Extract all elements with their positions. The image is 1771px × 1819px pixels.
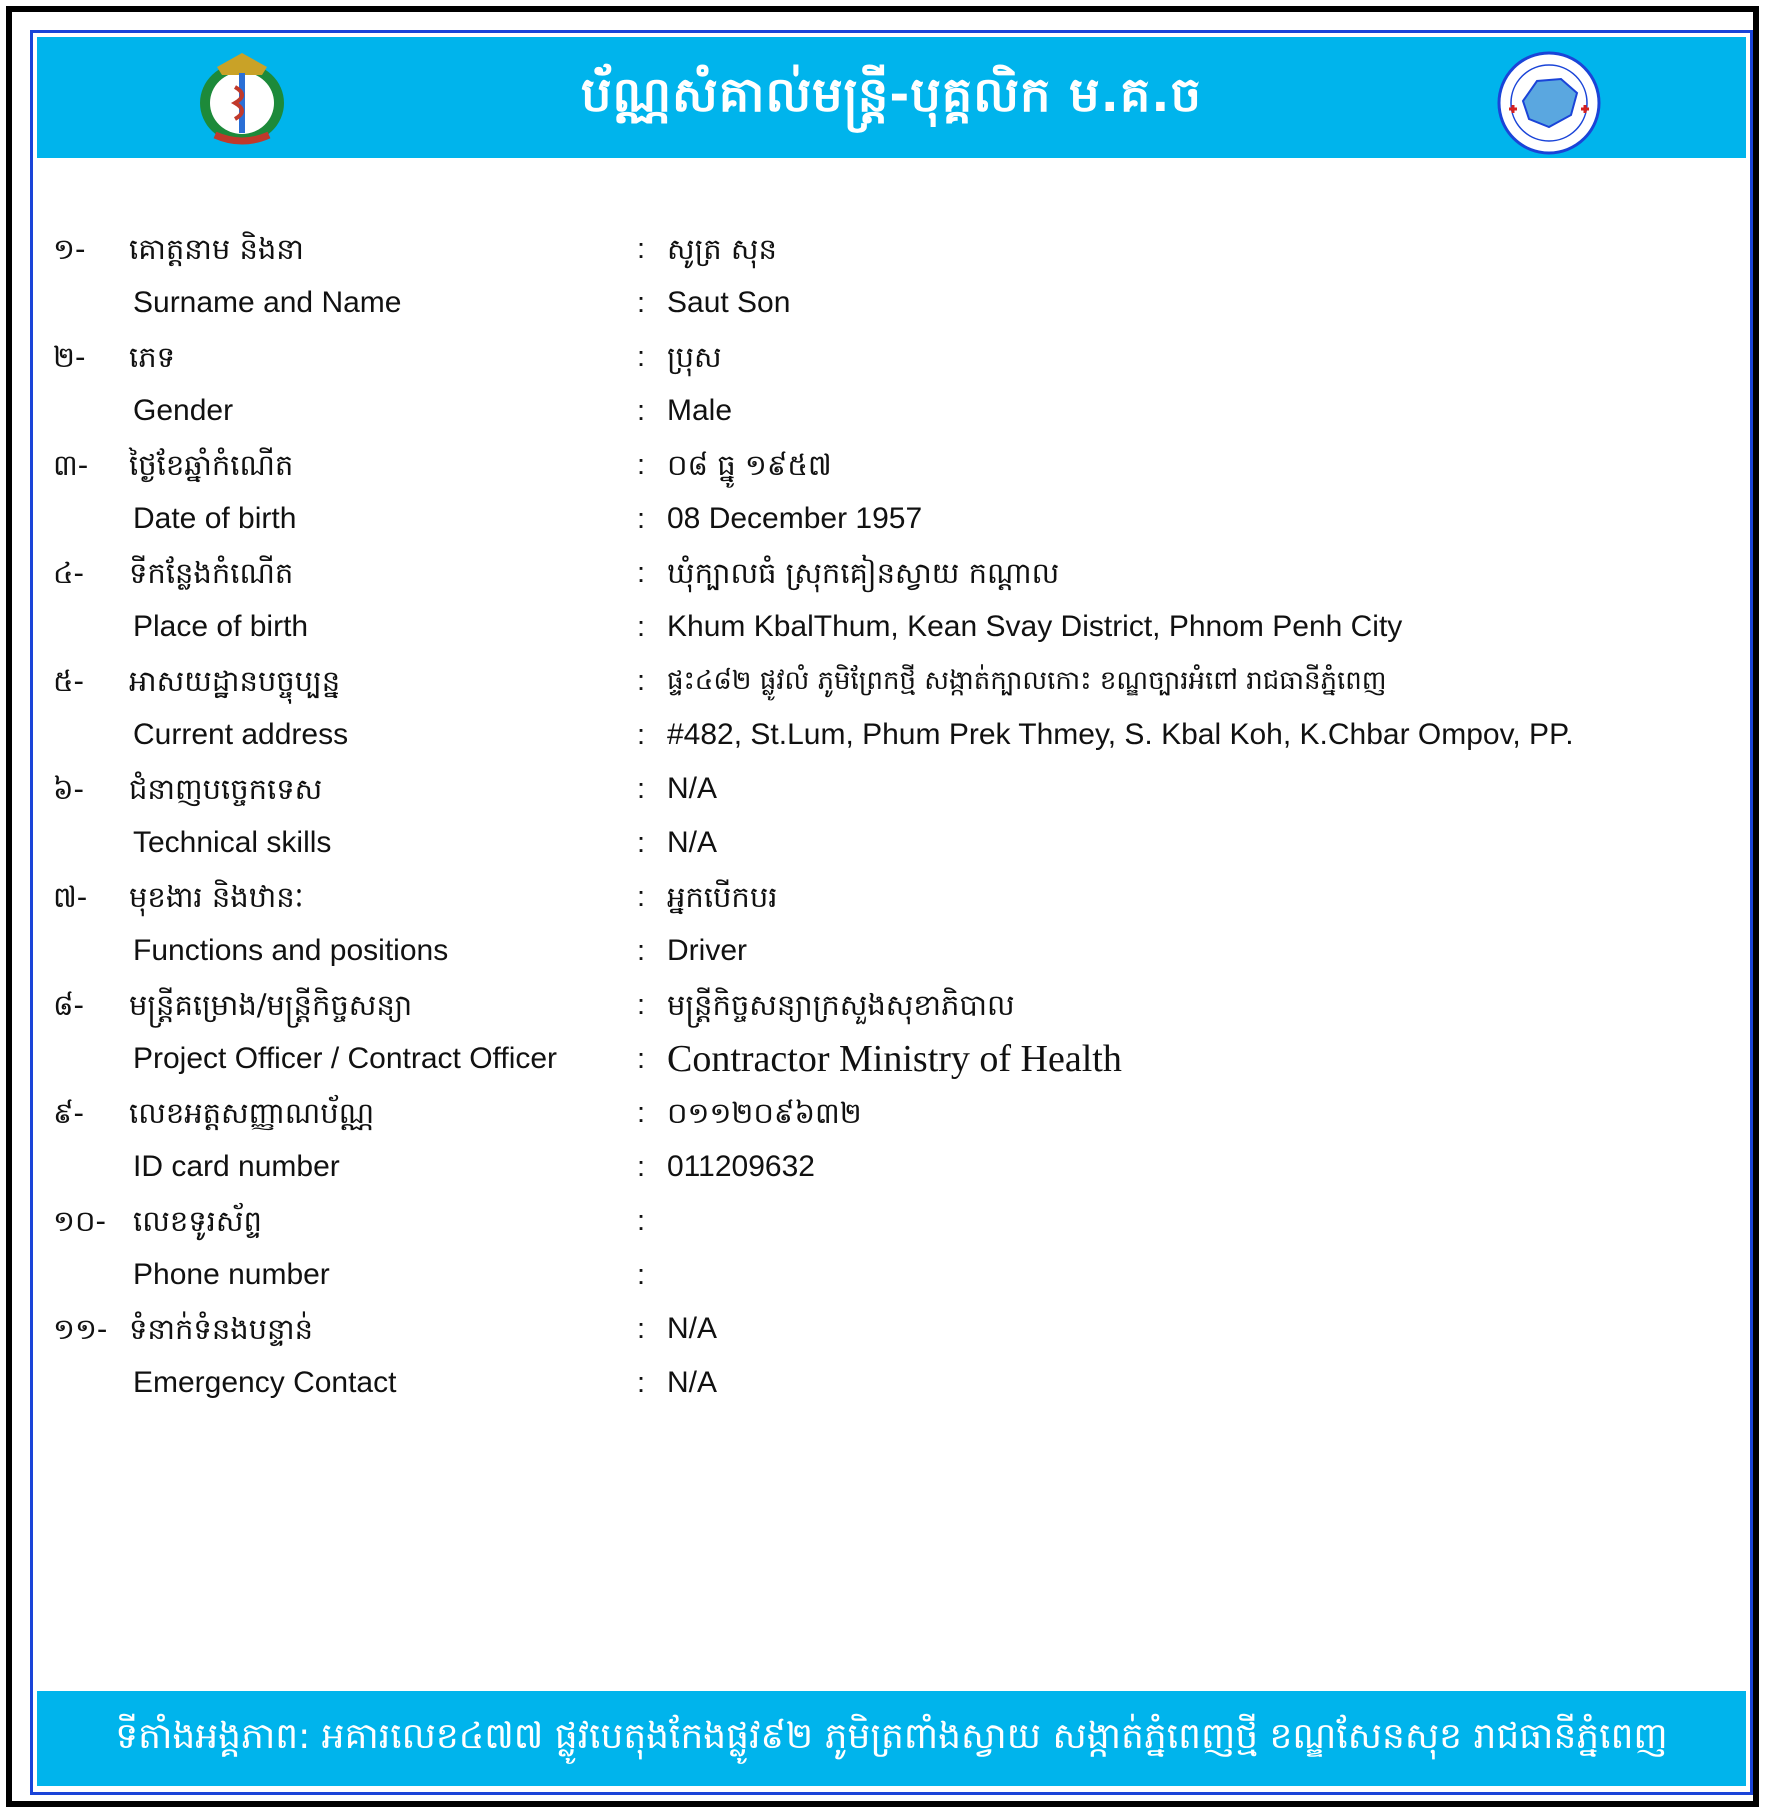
field-value: ០៨ ធ្នូ ១៩៥៧ [667,448,832,482]
field-colon: : [637,1205,646,1237]
field-value: ឃុំក្បាលធំ ស្រុកគៀនស្វាយ កណ្តាល [667,556,1060,590]
field-label: Phone number [133,1258,330,1291]
field-value: N/A [667,1366,718,1399]
field-value: Saut Son [667,286,791,319]
row-function-en [33,926,1750,976]
row-number: ១១- [53,1312,108,1346]
field-label: មន្ត្រីគម្រោង/មន្ត្រីកិច្ចសន្យា [129,988,413,1022]
row-name-kh [33,224,1750,274]
field-label: លេខអត្តសញ្ញាណប័ណ្ណ [129,1096,375,1130]
field-label: គោត្តនាម និងនា [129,232,304,266]
field-label: Date of birth [133,502,297,535]
row-dob-en [33,494,1750,544]
field-value: Khum KbalThum, Kean Svay District, Phnom Penh City [667,610,1403,643]
field-value: N/A [667,1312,718,1345]
field-colon: : [637,1259,646,1291]
row-dob-kh [33,440,1750,490]
field-value: 011209632 [667,1150,815,1183]
row-emergency-en [33,1358,1750,1408]
row-number: ៨- [53,988,84,1022]
row-number: ៩- [53,1096,84,1130]
field-value: Contractor Ministry of Health [667,1038,1122,1080]
row-number: ៤- [53,556,84,590]
row-idcard-en [33,1142,1750,1192]
field-colon: : [637,1313,646,1345]
field-colon: : [637,341,646,373]
row-gender-en [33,386,1750,436]
field-colon: : [637,773,646,805]
field-value: #482, St.Lum, Phum Prek Thmey, S. Kbal Koh, K.Chbar Ompov, PP. [667,718,1574,751]
field-colon: : [637,395,646,427]
field-value: ប្រុស [667,340,722,374]
field-value: ផ្ទះ៤៨២ ផ្លូវលំ ភូមិព្រែកថ្មី សង្កាត់ក្បាលកោះ ខណ្ឌច្បារអំពៅ រាជធានីភ្នំពេញ [667,666,1387,696]
row-name-en [33,278,1750,328]
field-value: N/A [667,772,718,805]
field-value: Driver [667,934,747,967]
row-number: ១០- [53,1204,106,1238]
field-colon: : [637,989,646,1021]
field-label: ភេទ [129,340,176,374]
field-value: មន្ត្រីកិច្ចសន្យាក្រសួងសុខាភិបាល [667,988,1015,1022]
field-colon: : [637,503,646,535]
field-label: Project Officer / Contract Officer [133,1042,558,1075]
field-colon: : [637,665,646,697]
row-officer-en [33,1034,1750,1084]
row-number: ១- [53,232,86,266]
field-label: ជំនាញបច្ចេកទេស [129,772,323,806]
row-number: ៣- [53,448,89,482]
row-gender-kh [33,332,1750,382]
info-rows [33,33,1750,1792]
row-skills-en [33,818,1750,868]
field-colon: : [637,287,646,319]
field-label: Surname and Name [133,286,402,319]
field-colon: : [637,449,646,481]
field-colon: : [637,827,646,859]
field-label: Technical skills [133,826,332,859]
footer-banner [37,1691,1746,1786]
row-number: ៥- [53,664,84,698]
row-number: ២- [53,340,86,374]
field-colon: : [637,1043,646,1075]
field-label: ទំនាក់ទំនងបន្ទាន់ [129,1312,314,1346]
page-title: ប័ណ្ណសំគាល់មន្ត្រី-បុគ្គលិក ម.គ.ច [580,67,1203,123]
row-idcard-kh [33,1088,1750,1138]
field-label: Emergency Contact [133,1366,397,1399]
field-value: ០១១២០៩៦៣២ [667,1096,862,1130]
row-number: ៧- [53,880,88,914]
field-label: ថ្ងៃខែឆ្នាំកំណើត [129,448,294,482]
row-pob-en [33,602,1750,652]
field-value: Male [667,394,733,427]
field-value: 08 December 1957 [667,502,923,535]
card-outer-frame [6,6,1759,1807]
field-label: អាសយដ្ឋានបច្ចុប្បន្ន [129,664,341,698]
field-label: Functions and positions [133,934,449,967]
card-inner-frame [30,30,1753,1795]
row-officer-kh [33,980,1750,1030]
row-number: ៦- [53,772,84,806]
row-phone-en [33,1250,1750,1300]
field-label: ទីកន្លែងកំណើត [129,556,294,590]
field-label: Gender [133,394,234,427]
row-emergency-kh [33,1304,1750,1354]
field-colon: : [637,1151,646,1183]
field-label: Current address [133,718,349,751]
field-colon: : [637,557,646,589]
office-address: ទីតាំងអង្គភាព: អគារលេខ៤៧៧ ផ្លូវបេតុងកែងផ្លូវ៩២ ភូមិត្រពាំងស្វាយ សង្កាត់ភ្នំពេញថ្មី ខណ្ឌសែនសុខ រាជធានីភ្នំពេញ [115,1716,1668,1757]
row-function-kh [33,872,1750,922]
row-pob-kh [33,548,1750,598]
field-colon: : [637,881,646,913]
field-label: ID card number [133,1150,340,1183]
field-colon: : [637,1097,646,1129]
field-value: N/A [667,826,718,859]
field-colon: : [637,935,646,967]
row-phone-kh [33,1196,1750,1246]
field-value: សូត្រ សុន [667,232,777,266]
field-label: លេខទូរស័ព្ទ [133,1204,262,1238]
field-colon: : [637,233,646,265]
field-colon: : [637,1367,646,1399]
field-colon: : [637,611,646,643]
field-value: អ្នកបើកបរ [667,880,778,914]
row-address-kh [33,656,1750,706]
field-label: មុខងារ និងឋានៈ [129,880,304,914]
row-skills-kh [33,764,1750,814]
field-colon: : [637,719,646,751]
field-label: Place of birth [133,610,309,643]
row-address-en [33,710,1750,760]
